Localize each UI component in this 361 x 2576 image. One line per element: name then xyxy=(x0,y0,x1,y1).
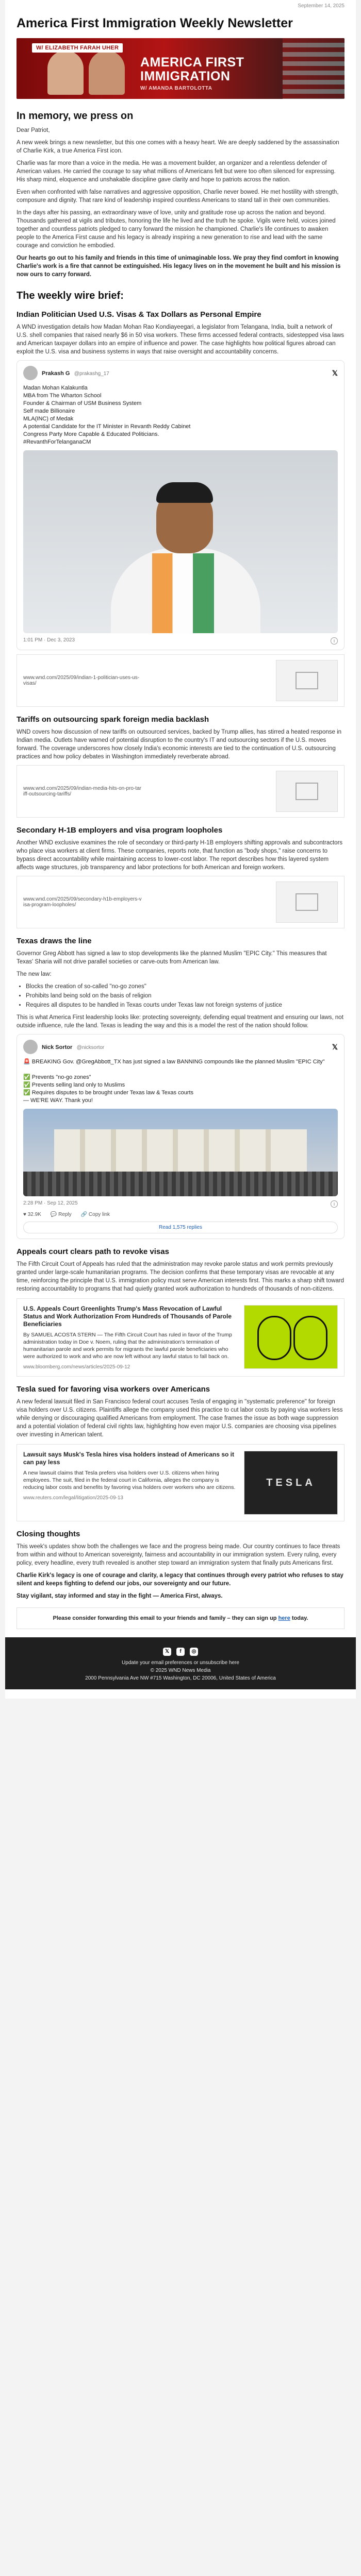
law-list xyxy=(26,982,344,1009)
section-title: Tesla sued for favoring visa workers over Americans xyxy=(17,1385,210,1394)
image-frame-icon xyxy=(296,893,318,911)
newsletter-date: September 14, 2025 xyxy=(298,3,344,9)
person-hair xyxy=(156,482,213,503)
memory-paragraph: A new week brings a new newsletter, but this one comes with a heavy heart. We are deeply saddened by the assassination of Charlie Kirk, a true America First icon. xyxy=(17,140,339,154)
footer xyxy=(5,1637,356,1689)
closing-paragraph: Stay vigilant, stay informed and stay in the fight — America First, always. xyxy=(17,1593,223,1599)
tesla-logo: TESLA xyxy=(244,1451,338,1515)
tweet-handle: @prakashg_17 xyxy=(74,371,109,377)
memory-paragraph: Charlie was far more than a voice in the media. He was a movement builder, an organizer and a relentless defender of American values. He carried the courage to say what millions of Americans felt but were too often silenced for expressing. His sharp mind, eloquence and unshakable discipline gave clarity and hope to patriots across the nation. xyxy=(17,160,336,183)
tweet-header xyxy=(23,366,338,380)
card-headline[interactable]: Lawsuit says Musk's Tesla hires visa holders instead of Americans so it can pay less xyxy=(23,1451,235,1466)
image-placeholder-icon xyxy=(276,660,338,701)
pillar xyxy=(142,1129,147,1176)
preferences-link[interactable]: Update your email preferences or unsubscribe here xyxy=(122,1660,239,1666)
social-icons xyxy=(17,1648,344,1656)
x-logo-icon: 𝕏 xyxy=(332,1042,338,1051)
memory-paragraph: In the days after his passing, an extraordinary wave of love, unity and gratitude rose up across the nation and beyond. Thousands gathered at vigils and tributes, honoring the life he lived and the truth he spoke. Vigils were held, voices joined together and countless patriots pledged to carry forward the mission he championed. Charlie's life continues to awaken people to the America First cause and his legacy is already inspiring a new generation to rise and lead with the same courage and conviction he embodied. xyxy=(17,210,336,249)
closing-paragraph: Charlie Kirk's legacy is one of courage and clarity, a legacy that continues through every patriot who refuses to stay silent and keeps fighting to defend our jobs, our sovereignty and our future. xyxy=(17,1572,343,1587)
show-banner xyxy=(17,38,344,99)
info-icon[interactable]: i xyxy=(331,1200,338,1208)
signup-link[interactable]: here xyxy=(278,1615,290,1621)
info-icon[interactable]: i xyxy=(331,637,338,645)
link-embed[interactable] xyxy=(17,876,344,928)
memory-paragraph: Our hearts go out to his family and friends in this time of unimaginable loss. We pray they find comfort in knowing Charlie's work is a fire that cannot be extinguished. His legacy lives on in the movement he built and his mission is now ours to carry forward. xyxy=(17,255,341,278)
company-name: © 2025 WND News Media xyxy=(150,1668,211,1673)
article-card[interactable] xyxy=(17,1444,344,1521)
tweet-time: 1:01 PM · Dec 3, 2023 xyxy=(23,637,75,643)
tweet-text: Madan Mohan Kalakuntla MBA from The Wharton School Founder & Chairman of USM Business System Self made Billionaire MLA(INC) of Medak A potential Candidate for the IT Minister in Revanth Reddy Cabinet Congress Party More Capable & Educated Politicians. #RevanthForTelanganaCM xyxy=(23,385,191,445)
section-title: Secondary H-1B employers and visa program loopholes xyxy=(17,826,223,835)
tweet-author: Prakash G xyxy=(42,370,70,377)
card-source[interactable]: www.bloomberg.com/news/articles/2025-09-12 xyxy=(23,1364,130,1370)
avatar xyxy=(23,1040,38,1054)
like-button[interactable]: ♥ 32.9K xyxy=(23,1212,41,1217)
cohost-tag: W/ AMANDA BARTOLOTTA xyxy=(140,86,212,91)
section-text: WND covers how discussion of new tariffs on outsourced services, backed by Trump allies, has stirred a heated response in Indian media. Outlets have warned of potential disruption to the country's IT and outsourcing sectors if the U.S. moves forward. The coverage underscores how closely India's economic interests are tied to the continuation of U.S. outsourcing practices and how policy debates in Washington immediately reverberate abroad. xyxy=(17,729,342,760)
like-count: 32.9K xyxy=(27,1212,41,1217)
pillar xyxy=(204,1129,209,1176)
x-logo-icon: 𝕏 xyxy=(332,368,338,377)
article-card[interactable] xyxy=(17,1298,344,1377)
card-dek: A new lawsuit claims that Tesla prefers visa holders over U.S. citizens when hiring employees. The suit, filed in the federal court in California, alleges the company is reducing labor costs and benefits by favoring visa holders over workers who are citizens. xyxy=(23,1470,236,1490)
section-text: Another WND exclusive examines the role of secondary or third-party H-1B employers shifting approvals and subcontractors who place visa workers at client firms. These companies, reports note, that function as "body shops," raise concerns to bypass direct accountability while maintaining access to lower-cost labor. The report describes how this layered system affects wage structures, job transparency and labor protections for both American and foreign workers. xyxy=(17,840,343,871)
closing-heading: Closing thoughts xyxy=(17,1530,80,1538)
card-source[interactable]: www.reuters.com/legal/litigation/2025-09-13 xyxy=(23,1495,123,1501)
embed-url[interactable]: www.wnd.com/2025/09/secondary-h1b-employers-visa-program-loopholes/ xyxy=(23,896,142,908)
reply-label: Reply xyxy=(58,1212,72,1217)
mask-icon xyxy=(293,1316,327,1360)
scarf xyxy=(152,553,214,633)
tweet-time: 2:28 PM · Sep 12, 2025 xyxy=(23,1200,78,1206)
tweet-embed[interactable] xyxy=(17,360,344,650)
section-title: Indian Politician Used U.S. Visas & Tax Dollars as Personal Empire xyxy=(17,310,261,319)
tweet-photo[interactable] xyxy=(23,1109,338,1196)
pillar xyxy=(266,1129,271,1176)
list-item: • Requires all disputes to be handled in Texas courts under Texas law not foreign systems of justice xyxy=(26,1001,344,1009)
copy-link-button[interactable]: 🔗 Copy link xyxy=(80,1212,110,1217)
image-frame-icon xyxy=(296,783,318,800)
image-frame-icon xyxy=(296,672,318,689)
memory-paragraph: Even when confronted with false narratives and aggressive opposition, Charlie never bowed. He met hostility with strength, composure and dignity. That rare kind of leadership inspired countless Americans to stand tall in their own communities. xyxy=(17,189,339,204)
tweet-photo[interactable] xyxy=(23,450,338,633)
embed-url[interactable]: www.wnd.com/2025/09/indian-media-hits-on-pro-tariff-outsourcing-tariffs/ xyxy=(23,786,141,797)
card-headline[interactable]: U.S. Appeals Court Greenlights Trump's Mass Revocation of Lawful Status and Work Authorization From Hundreds of Thousands of Parole Beneficiaries xyxy=(23,1305,232,1328)
pillar xyxy=(111,1129,116,1176)
new-law-label: The new law: xyxy=(17,971,52,977)
tweet-meta xyxy=(23,1200,338,1208)
flag-decoration xyxy=(283,38,344,99)
facebook-icon[interactable]: f xyxy=(176,1648,185,1656)
newsletter-title: America First Immigration Weekly Newsletter xyxy=(17,16,293,30)
cohost-photo xyxy=(89,50,125,95)
instagram-icon[interactable]: ◎ xyxy=(190,1648,198,1656)
mask-icon xyxy=(257,1316,291,1360)
cta-end: today. xyxy=(290,1615,308,1621)
pillar xyxy=(80,1129,85,1176)
section-text: This is what America First leadership looks like: protecting sovereignty, defending equal treatment and ensuring our laws, not outside influence, rule the land. Texas is leading the way and this is a model the rest of the nation should follow. xyxy=(17,1014,343,1029)
company-address: 2000 Pennsylvania Ave NW #715 Washington, DC 20006, United States of America xyxy=(85,1675,276,1681)
tweet-handle: @nicksortor xyxy=(76,1045,105,1050)
tweet-author: Nick Sortor xyxy=(42,1044,73,1050)
image-placeholder-icon xyxy=(276,771,338,812)
newsletter-page xyxy=(5,0,356,1699)
section-title: Texas draws the line xyxy=(17,937,92,945)
card-image xyxy=(244,1305,338,1369)
forward-cta xyxy=(17,1607,344,1629)
tweet-text: 🚨 BREAKING Gov. @GregAbbott_TX has just signed a law BANNING compounds like the planned Muslim "EPIC City" ✅ Prevents "no-go zones" ✅ Prevents selling land only to Muslims ✅ Requires disputes to be brought under Texas law & Texas courts — WE'RE WAY. Thank you! xyxy=(23,1059,325,1104)
section-text: The Fifth Circuit Court of Appeals has ruled that the administration may revoke parole status and work permits previously granted under large-scale humanitarian programs. The decision confirms that these temporary visas are revocable at any time, reinforcing the principle that U.S. immigration policy must serve American interests first. This marks a sharp shift toward restoring accountability to programs that had quietly granted work authorization to hundreds of thousands of non-citizens. xyxy=(17,1261,344,1292)
link-embed[interactable] xyxy=(17,654,344,707)
embed-url[interactable]: www.wnd.com/2025/09/indian-1-politician-uses-us-visas/ xyxy=(23,675,140,686)
reply-button[interactable]: 💬 Reply xyxy=(50,1212,72,1217)
section-text: A new federal lawsuit filed in San Francisco federal court accuses Tesla of engaging in "systematic preference" for foreign visa holders over U.S. citizens. Plaintiffs allege the company used this practice to cut labor costs by paying visa workers less while denying or discouraging qualified Americans from employment. The case frames the issue as both wage suppression and a potential violation of federal civil rights law, highlighting how even major U.S. companies are choosing visa pipelines over investing in American talent. xyxy=(17,1399,343,1438)
memory-heading: In memory, we press on xyxy=(17,110,134,122)
closing-paragraph: This week's updates show both the challenges we face and the progress being made. Our country continues to face threats from within and without to American sovereignty, fairness and accountability in our immigration system. Every ruling, every policy, every headline, every truth revealed is another step toward an immigration system that finally puts Americans first. xyxy=(17,1544,340,1566)
tweet-meta xyxy=(23,637,338,645)
brief-heading: The weekly wire brief: xyxy=(17,290,124,301)
x-social-icon[interactable]: 𝕏 xyxy=(163,1648,171,1656)
section-title: Tariffs on outsourcing spark foreign media backlash xyxy=(17,715,209,724)
greeting: Dear Patriot, xyxy=(17,127,50,133)
section-text: A WND investigation details how Madan Mohan Rao Kondiayeegari, a legislator from Telangana, India, built a network of U.S. shell companies that raised nearly $6 in 50 visa workers. These firms accessed federal contracts, sidestepped visa laws and American taxpayer dollars into an empire of influence and power. The case highlights how political figures abroad can exploit the U.S. visa and business systems in ways that raise oversight and accountability concerns. xyxy=(17,324,344,355)
link-embed[interactable] xyxy=(17,765,344,818)
tweet-actions xyxy=(23,1212,338,1217)
section-text: Governor Greg Abbott has signed a law to stop developments like the planned Muslim "EPIC City." This measures that Texas' Sharia will not drive parallel societies or carve-outs from American law. xyxy=(17,951,327,965)
list-item: • Blocks the creation of so-called "no-go zones" xyxy=(26,982,344,991)
cta-text: Please consider forwarding this email to your friends and family – they can sign up xyxy=(53,1615,278,1621)
image-placeholder-icon xyxy=(276,882,338,923)
pillar xyxy=(235,1129,240,1176)
avatar xyxy=(23,366,38,380)
section-title: Appeals court clears path to revoke visas xyxy=(17,1247,169,1256)
list-item: • Prohibits land being sold on the basis of religion xyxy=(26,992,344,1000)
host-photo xyxy=(47,50,84,95)
read-replies-button[interactable]: Read 1,575 replies xyxy=(23,1222,338,1233)
host-tag: W/ ELIZABETH FARAH UHER xyxy=(32,43,123,53)
copy-link-label: Copy link xyxy=(88,1212,110,1217)
card-dek: By SAMUEL ACOSTA STERN — The Fifth Circuit Court has ruled in favor of the Trump administration today in Doe v. Noem, ruling that the administration's termination of humanitarian parole and work permits for migrants the lawful parole beneficiaries who were authorized to work and who are now left without any lawful status to fall back on. xyxy=(23,1332,232,1360)
tweet-header xyxy=(23,1040,338,1054)
show-brand: AMERICA FIRST IMMIGRATION xyxy=(140,55,244,83)
crowd xyxy=(23,1172,338,1196)
tweet-embed[interactable] xyxy=(17,1034,344,1239)
pillar xyxy=(173,1129,178,1176)
